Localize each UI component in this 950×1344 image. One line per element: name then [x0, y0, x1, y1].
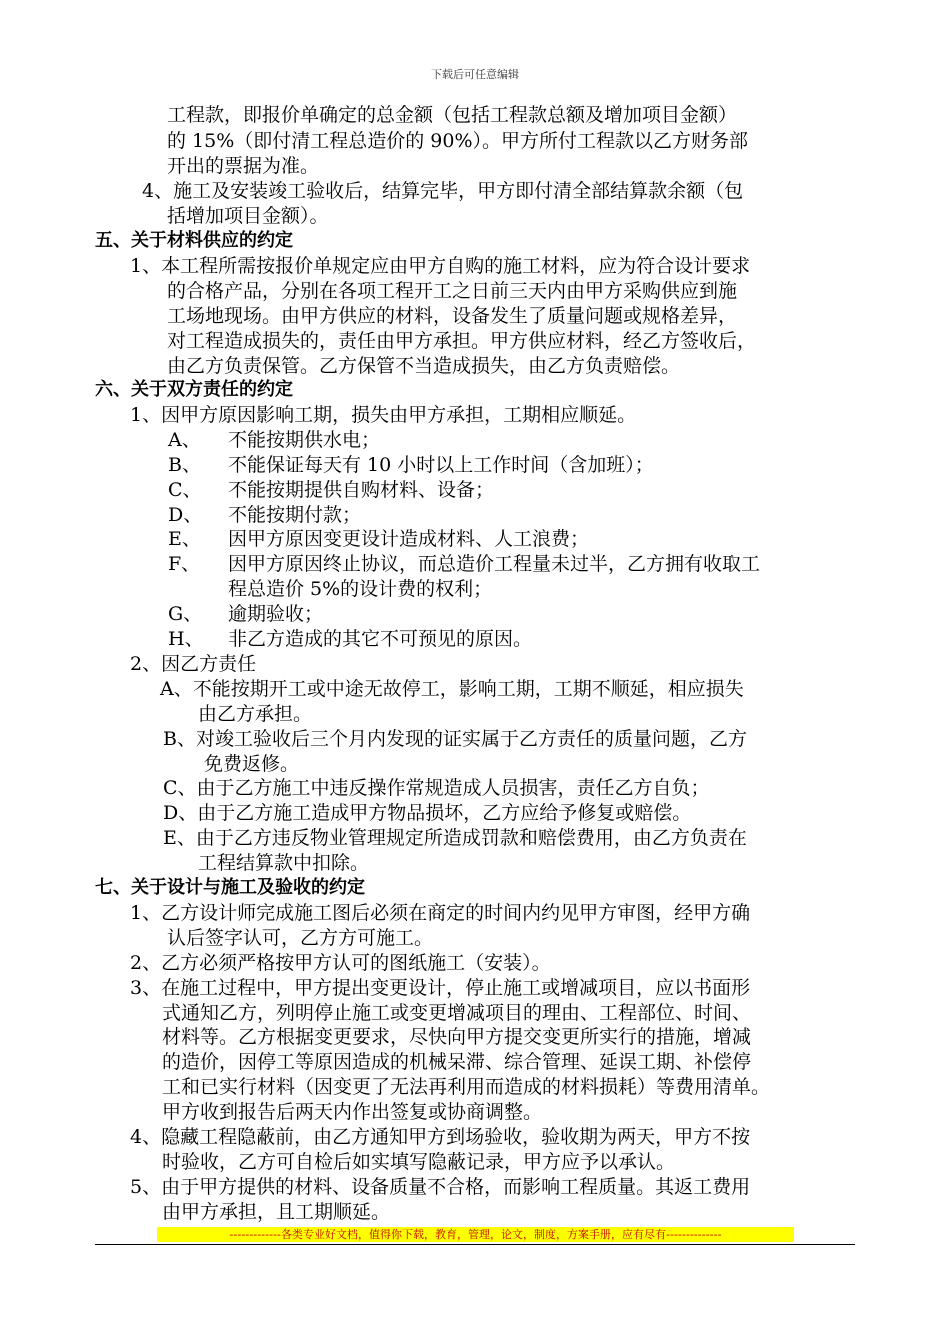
list-item: 4、隐藏工程隐蔽前，由乙方通知甲方到场验收，验收期为两天，甲方不按 — [130, 1126, 751, 1148]
text-line: 工程款，即报价单确定的总金额（包括工程款总额及增加项目金额） — [167, 104, 738, 126]
text-line: 的造价，因停工等原因造成的机械呆滞、综合管理、延误工期、补偿停 — [162, 1051, 752, 1073]
section-heading: 五、关于材料供应的约定 — [95, 230, 293, 251]
sub-item: C、由于乙方施工中违反操作常规造成人员损害，责任乙方自负； — [163, 777, 710, 799]
sub-item-marker: D、 — [168, 504, 203, 526]
text-line: 时验收，乙方可自检后如实填写隐蔽记录，甲方应予以承认。 — [162, 1151, 676, 1173]
text-line: 括增加项目金额）。 — [167, 205, 329, 227]
list-item: 5、由于甲方提供的材料、设备质量不合格，而影响工程质量。其返工费用 — [130, 1176, 751, 1198]
text-line: 材料等。乙方根据变更要求，尽快向甲方提交变更所实行的措施，增减 — [162, 1026, 752, 1048]
sub-item-text: 因甲方原因变更设计造成材料、人工浪费； — [228, 528, 590, 550]
sub-item-marker: H、 — [168, 628, 204, 650]
list-item: 3、在施工过程中，甲方提出变更设计，停止施工或增减项目，应以书面形 — [130, 977, 751, 999]
sub-item-text: 逾期验收； — [228, 603, 324, 625]
sub-item-text: 因甲方原因终止协议，而总造价工程量未过半，乙方拥有收取工 — [228, 553, 761, 575]
sub-item: D、由于乙方施工造成甲方物品损坏，乙方应给予修复或赔偿。 — [163, 802, 692, 824]
text-line: 程总造价 5%的设计费的权利； — [228, 578, 493, 600]
text-line: 工场地现场。由甲方供应的材料，设备发生了质量问题或规格差异， — [167, 305, 738, 327]
list-item: 1、因甲方原因影响工期，损失由甲方承担，工期相应顺延。 — [130, 404, 637, 426]
text-line: 由乙方负责保管。乙方保管不当造成损失，由乙方负责赔偿。 — [167, 355, 681, 377]
text-line: 免费返修。 — [204, 753, 300, 775]
footer-banner: -------------各类专业好文档，值得你下载，教育，管理，论文，制度，方案手册，应有尽有-------------- — [157, 1227, 794, 1242]
list-item: 4、施工及安装竣工验收后，结算完毕，甲方即付清全部结算款余额（包 — [142, 180, 744, 202]
text-line: 甲方收到报告后两天内作出签复或协商调整。 — [162, 1101, 543, 1123]
sub-item-marker: C、 — [168, 479, 202, 501]
sub-item: B、对竣工验收后三个月内发现的证实属于乙方责任的质量问题，乙方 — [163, 728, 747, 750]
sub-item-text: 不能按期供水电； — [228, 429, 381, 451]
page-header: 下载后可任意编辑 — [431, 68, 519, 81]
text-line: 对工程造成损失的，责任由甲方承担。甲方供应材料，经乙方签收后， — [167, 330, 757, 352]
text-line: 工程结算款中扣除。 — [198, 852, 370, 874]
footer-divider — [95, 1244, 855, 1245]
text-line: 的合格产品，分别在各项工程开工之日前三天内由甲方采购供应到施 — [167, 280, 738, 302]
list-item: 1、乙方设计师完成施工图后必须在商定的时间内约见甲方审图，经甲方确 — [130, 902, 751, 924]
text-line: 由甲方承担，且工期顺延。 — [162, 1201, 391, 1223]
section-heading: 六、关于双方责任的约定 — [95, 379, 293, 400]
sub-item-marker: B、 — [168, 454, 201, 476]
list-item: 1、本工程所需按报价单规定应由甲方自购的施工材料，应为符合设计要求 — [130, 255, 751, 277]
list-item: 2、因乙方责任 — [130, 653, 257, 675]
section-heading: 七、关于设计与施工及验收的约定 — [95, 877, 365, 898]
sub-item: A、不能按期开工或中途无故停工，影响工期，工期不顺延，相应损失 — [160, 678, 744, 700]
sub-item-text: 不能按期付款； — [228, 504, 362, 526]
sub-item-text: 不能保证每天有 10 小时以上工作时间（含加班）； — [228, 454, 654, 476]
list-item: 2、乙方必须严格按甲方认可的图纸施工（安装）。 — [130, 952, 551, 974]
sub-item-text: 不能按期提供自购材料、设备； — [228, 479, 495, 501]
text-line: 式通知乙方，列明停止施工或变更增减项目的理由、工程部位、时间、 — [162, 1002, 752, 1024]
sub-item: E、由于乙方违反物业管理规定所造成罚款和赔偿费用，由乙方负责在 — [163, 827, 747, 849]
sub-item-text: 非乙方造成的其它不可预见的原因。 — [228, 628, 533, 650]
text-line: 的 15%（即付清工程总造价的 90%）。甲方所付工程款以乙方财务部 — [167, 130, 749, 152]
sub-item-marker: F、 — [168, 553, 201, 575]
text-line: 认后签字认可，乙方方可施工。 — [167, 927, 434, 949]
text-line: 工和已实行材料（因变更了无法再利用而造成的材料损耗）等费用清单。 — [162, 1076, 771, 1098]
sub-item-marker: G、 — [168, 603, 203, 625]
text-line: 由乙方承担。 — [198, 703, 313, 725]
sub-item-marker: E、 — [168, 528, 201, 550]
sub-item-marker: A、 — [168, 429, 201, 451]
text-line: 开出的票据为准。 — [167, 155, 320, 177]
